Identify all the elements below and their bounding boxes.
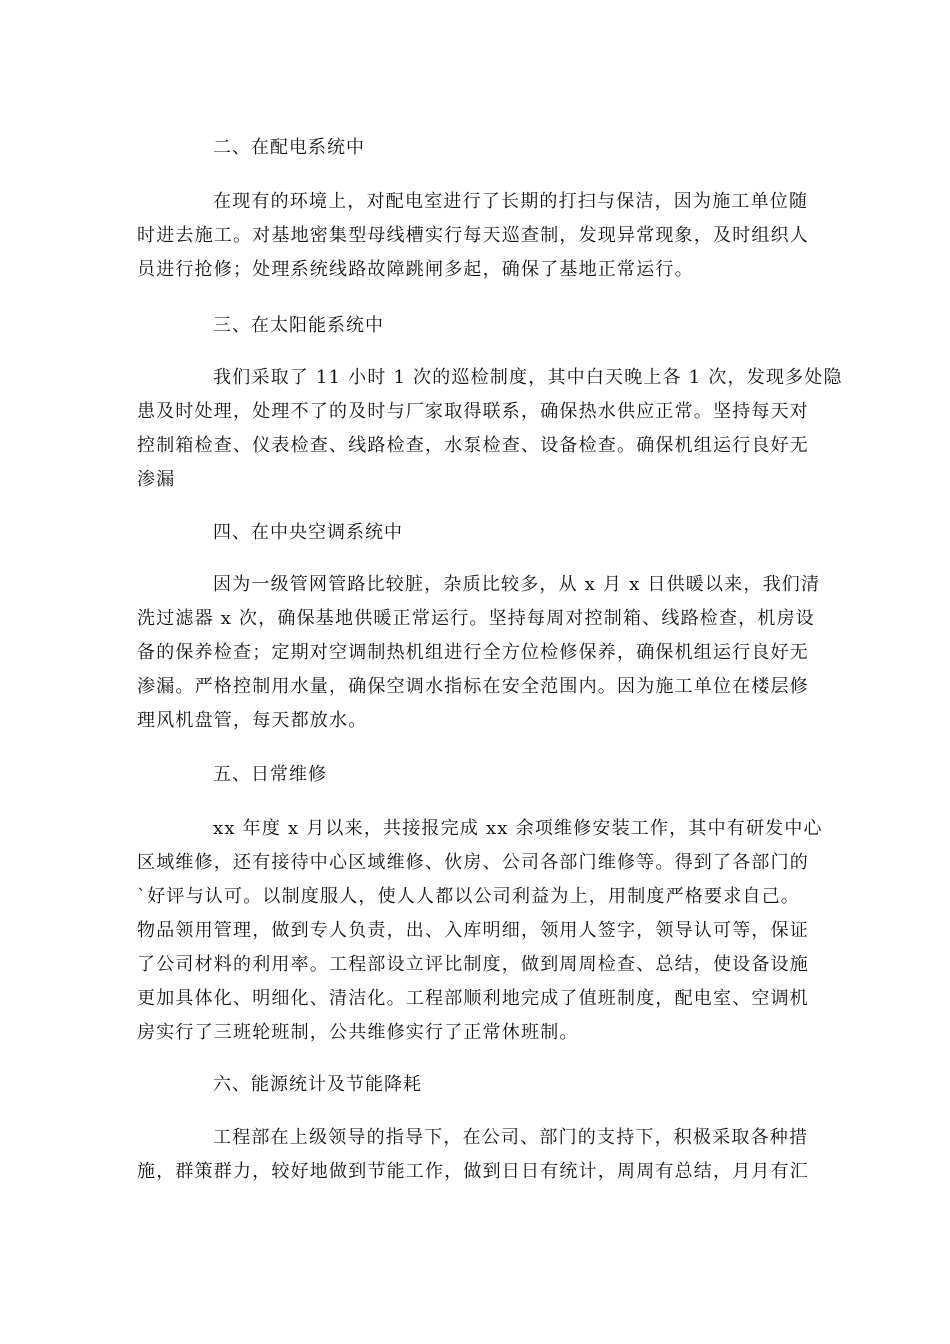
paragraph-line: 工程部在上级领导的指导下，在公司、部门的支持下，积极采取各种措 — [213, 1127, 809, 1148]
paragraph-line: 因为一级管网管路比较脏，杂质比较多，从 x 月 x 日供暖以来，我们清 — [213, 574, 821, 595]
section-heading-solar: 三、在太阳能系统中 — [213, 315, 384, 336]
section-paragraph-power-distribution — [137, 185, 817, 287]
paragraph-line: 渗漏。严格控制用水量，确保空调水指标在安全范围内。因为施工单位在楼层修 — [137, 676, 809, 697]
paragraph-line: 患及时处理，处理不了的及时与厂家取得联系，确保热水供应正常。坚持每天对 — [137, 401, 809, 422]
paragraph-line: 员进行抢修；处理系统线路故障跳闸多起，确保了基地正常运行。 — [137, 259, 694, 280]
section-heading-daily-maintenance: 五、日常维修 — [213, 764, 327, 785]
paragraph-line: 施，群策群力，较好地做到节能工作，做到日日有统计，周周有总结，月月有汇 — [137, 1161, 809, 1182]
paragraph-line: 控制箱检查、仪表检查、线路检查，水泵检查、设备检查。确保机组运行良好无 — [137, 435, 809, 456]
paragraph-line: 我们采取了 11 小时 1 次的巡检制度，其中白天晚上各 1 次，发现多处隐 — [213, 367, 843, 388]
paragraph-line: 更加具体化、明细化、清洁化。工程部顺利地完成了值班制度，配电室、空调机 — [137, 988, 809, 1009]
section-heading-power-distribution: 二、在配电系统中 — [213, 137, 365, 158]
paragraph-line: 了公司材料的利用率。工程部设立评比制度，做到周周检查、总结，使设备设施 — [137, 954, 809, 975]
paragraph-line: 洗过滤器 x 次，确保基地供暖正常运行。坚持每周对控制箱、线路检查，机房设 — [137, 608, 815, 629]
paragraph-line: xx 年度 x 月以来，共接报完成 xx 余项维修安装工作，其中有研发中心 — [213, 818, 823, 839]
paragraph-line: 物品领用管理，做到专人负责，出、入库明细，领用人签字，领导认可等，保证 — [137, 920, 809, 941]
section-heading-energy-statistics: 六、能源统计及节能降耗 — [213, 1074, 422, 1095]
paragraph-line: 备的保养检查；定期对空调制热机组进行全方位检修保养，确保机组运行良好无 — [137, 642, 809, 663]
paragraph-line: `好评与认可。以制度服人，使人人都以公司利益为上，用制度严格要求自己。 — [137, 886, 800, 907]
section-paragraph-energy-statistics — [137, 1121, 817, 1189]
section-paragraph-daily-maintenance — [137, 812, 823, 1050]
paragraph-line: 房实行了三班轮班制，公共维修实行了正常休班制。 — [137, 1022, 579, 1043]
section-heading-central-ac: 四、在中央空调系统中 — [213, 522, 403, 543]
paragraph-line: 渗漏 — [137, 469, 176, 490]
paragraph-line: 在现有的环境上，对配电室进行了长期的打扫与保洁，因为施工单位随 — [213, 191, 809, 212]
paragraph-line: 时进去施工。对基地密集型母线槽实行每天巡查制，发现异常现象，及时组织人 — [137, 225, 809, 246]
section-paragraph-central-ac — [137, 568, 821, 738]
paragraph-line: 区域维修，还有接待中心区域维修、伙房、公司各部门维修等。得到了各部门的 — [137, 852, 809, 873]
section-paragraph-solar — [137, 361, 843, 497]
paragraph-line: 理风机盘管，每天都放水。 — [137, 710, 368, 731]
